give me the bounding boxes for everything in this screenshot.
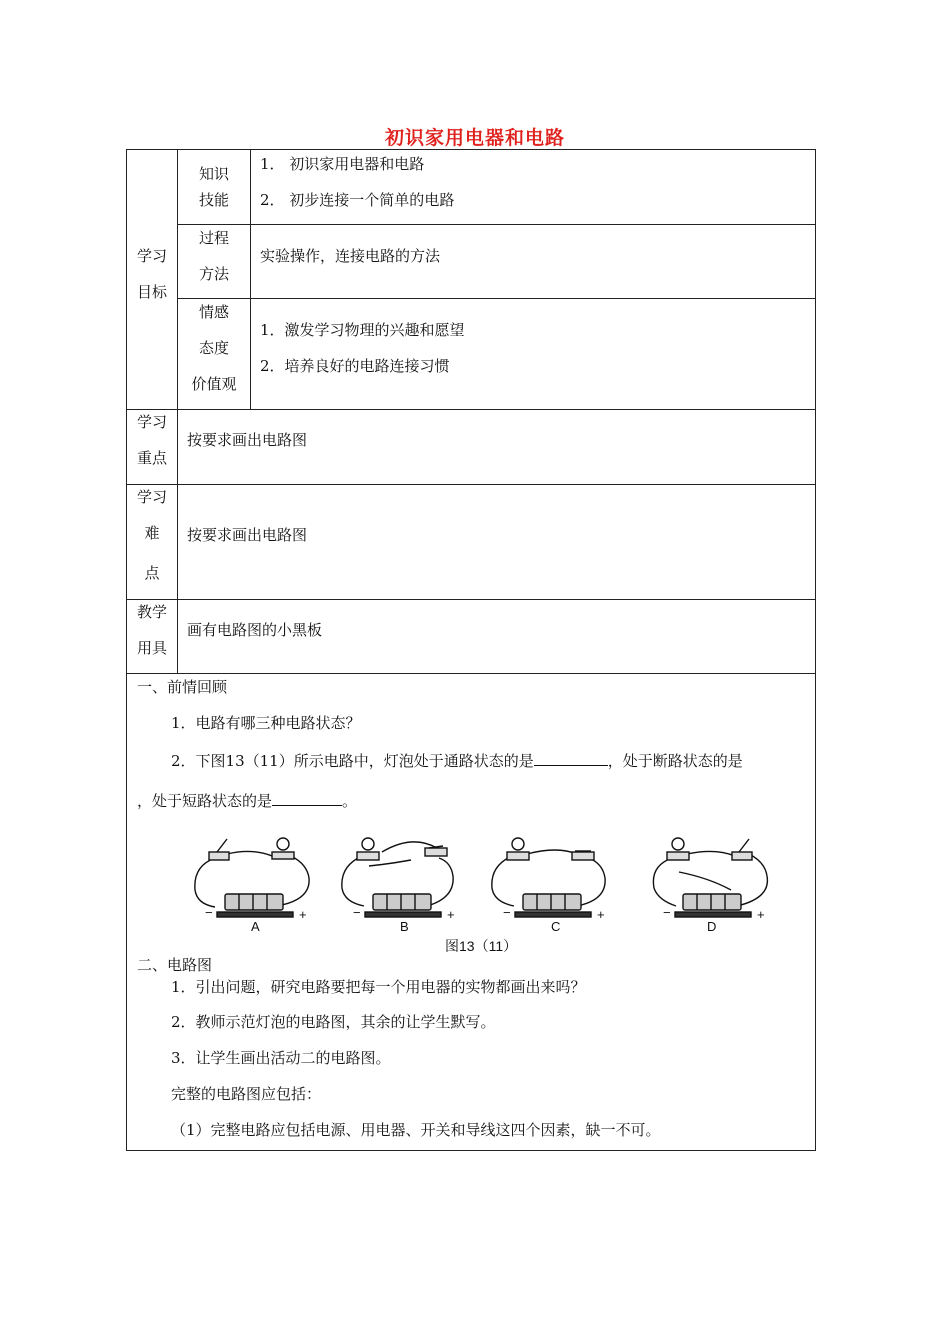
section2-item-2: 2．教师示范灯泡的电路图，其余的让学生默写。: [171, 1013, 496, 1031]
difficulties-label: 点: [144, 564, 160, 582]
section1-heading: 一、前情回顾: [137, 678, 228, 696]
emotion-item: 1．激发学习物理的兴趣和愿望: [260, 321, 465, 339]
answer-blank-closed[interactable]: [534, 749, 608, 766]
emotion-label: 情感: [198, 303, 229, 321]
process-text: 实验操作，连接电路的方法: [260, 247, 441, 265]
knowledge-label: 知识: [198, 165, 229, 183]
divider-row: [127, 599, 816, 600]
emotion-label: 态度: [198, 339, 229, 357]
difficulties-label: 学习: [136, 488, 167, 506]
figure-label-a: A: [251, 919, 260, 932]
section1-question-2-cont: [137, 789, 357, 811]
emotion-label: 价值观: [191, 375, 237, 393]
section2-heading: 二、电路图: [137, 956, 213, 974]
key-points-text: 按要求画出电路图: [187, 431, 308, 449]
plus-sign-a: +: [299, 907, 307, 922]
minus-sign-c: −: [503, 905, 511, 920]
knowledge-label: 技能: [198, 191, 229, 209]
difficulties-text: 按要求画出电路图: [187, 526, 308, 544]
plus-sign-b: +: [447, 907, 455, 922]
tools-label: 教学: [136, 603, 167, 621]
knowledge-item: 1． 初识家用电器和电路: [260, 155, 425, 173]
section2-item-4: 完整的电路图应包括：: [171, 1085, 322, 1103]
q2-text: ，处于短路状态的是: [137, 792, 273, 810]
knowledge-item: 2． 初步连接一个简单的电路: [260, 191, 455, 209]
minus-sign-a: −: [205, 905, 213, 920]
difficulties-label: 难: [144, 524, 160, 542]
answer-blank-short[interactable]: [272, 789, 342, 806]
key-points-label: 重点: [136, 449, 167, 467]
process-label: 方法: [198, 265, 229, 283]
circuit-figure: [187, 832, 787, 954]
divider-row: [127, 484, 816, 485]
key-points-label: 学习: [136, 413, 167, 431]
section2-item-1: 1．引出问题，研究电路要把每一个用电器的实物都画出来吗？: [171, 978, 586, 996]
plus-sign-d: +: [757, 907, 765, 922]
minus-sign-d: −: [663, 905, 671, 920]
section1-question-1: 1．电路有哪三种电路状态？: [171, 714, 361, 732]
figure-label-d: D: [707, 919, 717, 932]
divider-row: [127, 673, 816, 674]
circuit-figure-svg: [187, 832, 787, 932]
section2-item-3: 3．让学生画出活动二的电路图。: [171, 1049, 391, 1067]
figure-caption: 图13（11）: [445, 938, 518, 954]
section1-question-2: [171, 749, 743, 771]
minus-sign-b: −: [353, 905, 361, 920]
divider-row: [178, 298, 816, 299]
objectives-label: 目标: [136, 283, 167, 301]
q2-text: ，处于断路状态的是: [607, 752, 743, 770]
divider-row: [178, 224, 816, 225]
tools-label: 用具: [136, 639, 167, 657]
process-label: 过程: [198, 229, 229, 247]
figure-label-b: B: [400, 919, 409, 932]
emotion-item: 2．培养良好的电路连接习惯: [260, 357, 450, 375]
page-title: 初识家用电器和电路: [384, 127, 565, 149]
figure-label-c: C: [551, 919, 561, 932]
objectives-label: 学习: [136, 247, 167, 265]
plus-sign-c: +: [597, 907, 605, 922]
tools-text: 画有电路图的小黑板: [187, 621, 323, 639]
q2-text: 2．下图13（11）所示电路中，灯泡处于通路状态的是: [171, 752, 534, 770]
divider-row: [127, 409, 816, 410]
lesson-table: [126, 149, 816, 1151]
q2-text: 。: [342, 792, 358, 810]
section2-item-5: （1）完整电路应包括电源、用电器、开关和导线这四个因素，缺一不可。: [171, 1121, 661, 1139]
divider-sublabel-col: [250, 150, 251, 409]
